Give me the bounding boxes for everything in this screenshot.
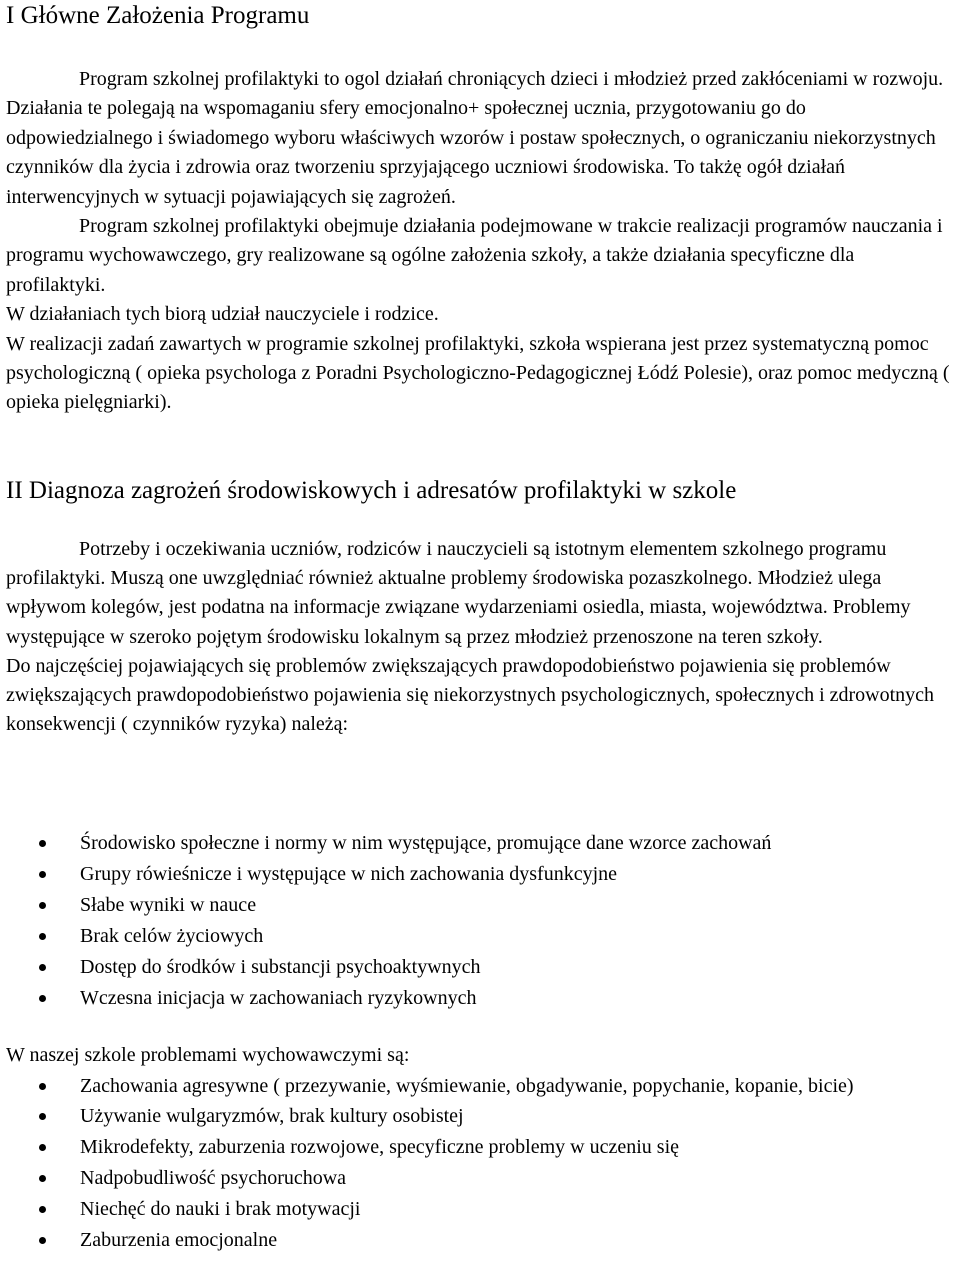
section-1-paragraph-participants: W działaniach tych biorą udział nauczyciele i rodzice. (6, 303, 439, 326)
bullet-icon (39, 933, 46, 940)
list-item (6, 952, 956, 983)
list-item-text: Nadpobudliwość psychoruchowa (80, 1167, 347, 1189)
list-item-text: Środowisko społeczne i normy w nim występujące, promujące dane wzorce zachowań (80, 832, 772, 854)
bullet-icon (39, 995, 46, 1002)
list-item-text: Mikrodefekty, zaburzenia rozwojowe, specyficzne problemy w uczeniu się (80, 1136, 680, 1158)
list-item (6, 1071, 956, 1101)
section-2-paragraph-risk-intro: Do najczęściej pojawiających się problemów zwiększających prawdopodobieństwo pojawienia się problemów zwiększających prawdopodobieństwo pojawienia się niekorzystnych psychologicznych, społecznych i zdrowotnych konsekwencji ( czynników ryzyka) należą: (6, 654, 935, 736)
list-item (6, 983, 956, 1014)
bullet-icon (39, 1144, 46, 1151)
section-2-body (6, 535, 956, 739)
list-item (6, 921, 956, 952)
section-1-body (6, 65, 956, 418)
list-item (6, 890, 956, 921)
list-item-text: Niechęć do nauki i brak motywacji (80, 1198, 361, 1220)
bullet-icon (39, 902, 46, 909)
section-1-paragraph-intro: Program szkolnej profilaktyki to ogol działań chroniących dzieci i młodzież przed zakłóceniami w rozwoju. Działania te polegają na wspomaganiu sfery emocjonalno+ społecznej ucznia, przygotowaniu go do odpowiedzialnego i świadomego wyboru właściwych wzorów i postaw społecznych, o ograniczaniu niekorzystnych czynników dla życia i zdrowia oraz tworzeniu sprzyjającego uczniowi środowiska. To takżę ogół działań interwencyjnych w sytuacji pojawiających się zagrożeń. (6, 68, 944, 208)
bullet-icon (39, 1175, 46, 1182)
problems-list (6, 1071, 956, 1256)
list-item-text: Grupy rówieśnicze i występujące w nich zachowania dysfunkcyjne (80, 863, 618, 885)
section-1-paragraph-scope: Program szkolnej profilaktyki obejmuje działania podejmowane w trakcie realizacji programów nauczania i programu wychowawczego, gry realizowane są ogólne założenia szkoły, a także działania specyficzne dla profilaktyki. (6, 215, 943, 296)
list-item-text: Zachowania agresywne ( przezywanie, wyśmiewanie, obgadywanie, popychanie, kopanie, bicie) (80, 1075, 854, 1097)
bullet-icon (39, 1113, 46, 1120)
risk-factors-list (6, 828, 956, 1014)
problems-lead: W naszej szkole problemami wychowawczymi są: (6, 1044, 410, 1066)
section-1-paragraph-support: W realizacji zadań zawartych w programie szkolnej profilaktyki, szkoła wspierana jest przez systematyczną pomoc psychologiczną ( opieka psychologa z Poradni Psychologiczno-Pedagogicznej Łódź Polesie), oraz pomoc medyczną ( opieka pielęgniarki). (6, 332, 950, 414)
list-item-text: Zaburzenia emocjonalne (80, 1229, 278, 1251)
list-item (6, 1194, 956, 1225)
list-item-text: Wczesna inicjacja w zachowaniach ryzykownych (80, 987, 477, 1009)
list-item (6, 828, 956, 859)
bullet-icon (39, 840, 46, 847)
list-item-text: Używanie wulgaryzmów, brak kultury osobistej (80, 1105, 464, 1127)
list-item (6, 1225, 956, 1256)
bullet-icon (39, 1206, 46, 1213)
list-item-text: Brak celów życiowych (80, 925, 264, 947)
list-item-text: Słabe wyniki w nauce (80, 894, 257, 916)
list-item (6, 859, 956, 890)
list-item (6, 1132, 956, 1163)
bullet-icon (39, 1083, 46, 1090)
section-1-heading: I Główne Założenia Programu (6, 2, 310, 29)
list-item-text: Dostęp do środków i substancji psychoaktywnych (80, 956, 481, 978)
bullet-icon (39, 871, 46, 878)
section-2-paragraph-needs: Potrzeby i oczekiwania uczniów, rodziców i nauczycieli są istotnym elementem szkolnego programu profilaktyki. Muszą one uwzględniać również aktualne problemy środowiska pozaszkolnego. Młodzież ulega wpływom kolegów, jest podatna na informacje związane wydarzeniami osiedla, miasta, województwa. Problemy występujące w szeroko pojętym środowisku lokalnym są przez młodzież przenoszone na teren szkoły. (6, 538, 911, 648)
bullet-icon (39, 1237, 46, 1244)
list-item (6, 1101, 956, 1132)
section-2-heading: II Diagnoza zagrożeń środowiskowych i adresatów profilaktyki w szkole (6, 477, 737, 504)
list-item (6, 1163, 956, 1194)
bullet-icon (39, 964, 46, 971)
